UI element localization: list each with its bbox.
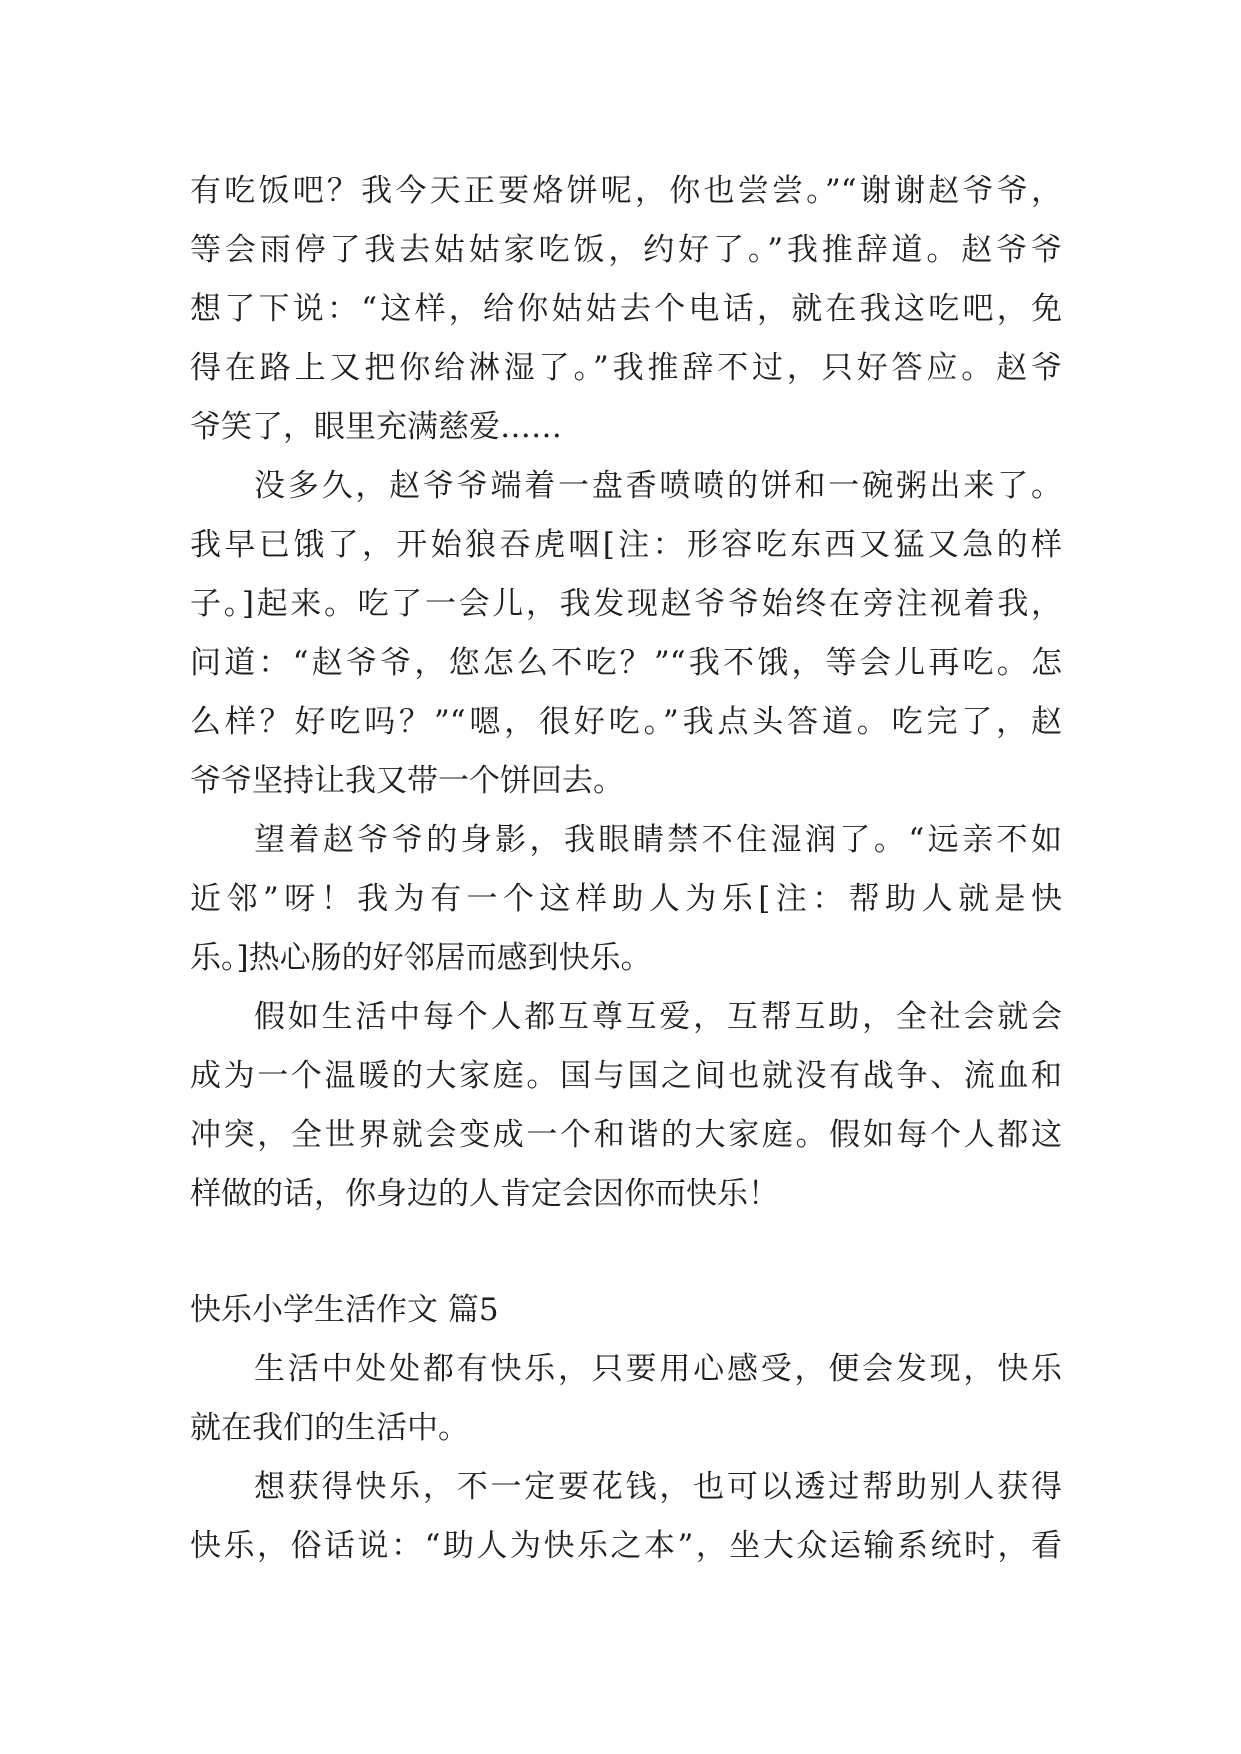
- paragraph-line: 问道：“赵爷爷，您怎么不吃？”“我不饿，等会儿再吃。怎: [190, 645, 1062, 681]
- paragraph-line: 想了下说：“这样，给你姑姑去个电话，就在我这吃吧，免: [190, 291, 1062, 327]
- paragraph-line: 我早已饿了，开始狼吞虎咽[注：形容吃东西又猛又急的样: [190, 527, 1062, 563]
- document-body: [190, 162, 1062, 1576]
- paragraph-line: 没多久，赵爷爷端着一盘香喷喷的饼和一碗粥出来了。: [254, 468, 1062, 504]
- paragraph-line: 爷笑了，眼里充满慈爱……: [190, 409, 562, 445]
- paragraph-line: 就在我们的生活中。: [190, 1410, 469, 1446]
- paragraph-line: 快乐，俗话说：“助人为快乐之本”，坐大众运输系统时，看: [190, 1528, 1062, 1564]
- paragraph-line: 生活中处处都有快乐，只要用心感受，便会发现，快乐: [254, 1351, 1062, 1387]
- paragraph-line: 有吃饭吧？我今天正要烙饼呢，你也尝尝。”“谢谢赵爷爷，: [190, 173, 1062, 209]
- paragraph-line: 等会雨停了我去姑姑家吃饭，约好了。”我推辞道。赵爷爷: [190, 232, 1062, 268]
- paragraph-line: 假如生活中每个人都互尊互爱，互帮互助，全社会就会: [254, 999, 1062, 1035]
- paragraph-line: 近邻”呀！我为有一个这样助人为乐[注：帮助人就是快: [190, 881, 1062, 917]
- paragraph-line: 想获得快乐，不一定要花钱，也可以透过帮助别人获得: [254, 1469, 1062, 1505]
- paragraph-line: 成为一个温暖的大家庭。国与国之间也就没有战争、流血和: [190, 1058, 1062, 1094]
- paragraph-line: 样做的话，你身边的人肯定会因你而快乐！: [190, 1176, 779, 1212]
- paragraph-line: 爷爷坚持让我又带一个饼回去。: [190, 763, 624, 799]
- paragraph-line: 望着赵爷爷的身影，我眼睛禁不住湿润了。“远亲不如: [254, 822, 1062, 858]
- paragraph-line: 子。]起来。吃了一会儿，我发现赵爷爷始终在旁注视着我，: [190, 586, 1062, 622]
- paragraph-line: 么样？好吃吗？”“嗯，很好吃。”我点头答道。吃完了，赵: [190, 704, 1062, 740]
- paragraph-line: 得在路上又把你给淋湿了。”我推辞不过，只好答应。赵爷: [190, 350, 1062, 386]
- paragraph-line: 冲突，全世界就会变成一个和谐的大家庭。假如每个人都这: [190, 1117, 1062, 1153]
- section-heading: 快乐小学生活作文 篇5: [190, 1292, 499, 1328]
- section-gap: [190, 1224, 1062, 1281]
- paragraph-line: 乐。]热心肠的好邻居而感到快乐。: [190, 940, 652, 976]
